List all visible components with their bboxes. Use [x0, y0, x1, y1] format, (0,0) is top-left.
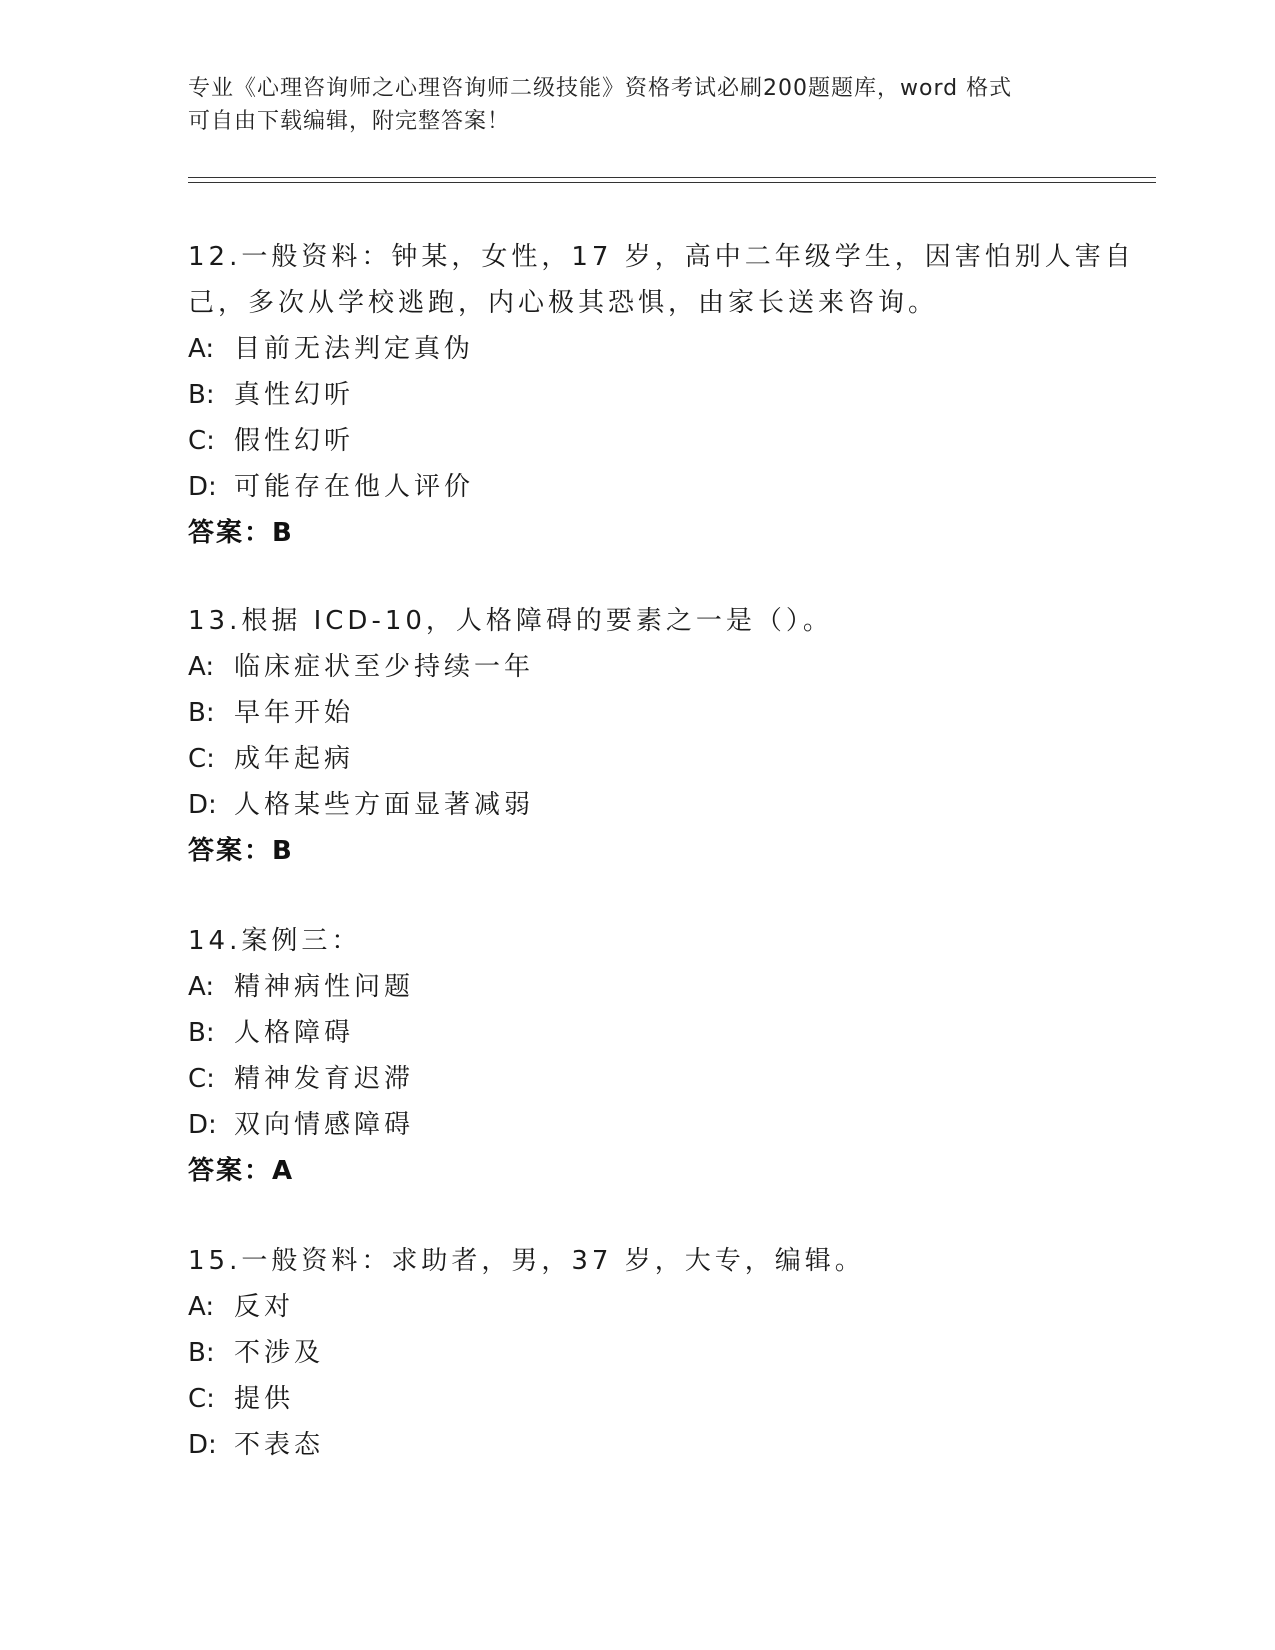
question-13: [188, 598, 1088, 874]
option-c: [188, 1376, 1088, 1422]
option-letter: A:: [188, 652, 215, 682]
question-14: [188, 918, 1088, 1194]
option-d: [188, 1422, 1088, 1468]
option-d: [188, 464, 1088, 510]
header-divider-top: [188, 177, 1156, 178]
option-letter: B:: [188, 698, 215, 728]
option-text: 不表态: [234, 1430, 325, 1460]
option-letter: C:: [188, 1064, 215, 1094]
option-letter: D:: [188, 1110, 217, 1140]
option-b: [188, 1010, 1088, 1056]
option-letter: A:: [188, 972, 215, 1002]
header-line-2: 可自由下载编辑，附完整答案！: [188, 109, 511, 134]
option-letter: C:: [188, 426, 215, 456]
question-stem: 13.根据 ICD-10，人格障碍的要素之一是（）。: [188, 606, 833, 636]
header-divider-bottom: [188, 182, 1156, 183]
option-text: 真性幻听: [234, 380, 355, 410]
question-12: [188, 234, 1135, 556]
option-letter: D:: [188, 790, 217, 820]
option-b: [188, 1330, 1088, 1376]
option-text: 早年开始: [234, 698, 355, 728]
option-a: [188, 964, 1088, 1010]
option-text: 不涉及: [234, 1338, 325, 1368]
question-stem: 15.一般资料：求助者，男，37 岁，大专，编辑。: [188, 1246, 865, 1276]
question-stem-line: 12.一般资料：钟某，女性，17 岁，高中二年级学生，因害怕别人害自: [188, 242, 1135, 272]
question-stem-line: 己，多次从学校逃跑，内心极其恐惧，由家长送来咨询。: [188, 288, 939, 318]
answer-line: 答案：A: [188, 1156, 295, 1186]
option-c: [188, 736, 1088, 782]
option-text: 精神发育迟滞: [234, 1064, 415, 1094]
option-text: 人格障碍: [234, 1018, 355, 1048]
question-stem: [188, 234, 1135, 326]
question-stem: 14.案例三：: [188, 926, 362, 956]
option-b: [188, 372, 1088, 418]
option-text: 成年起病: [234, 744, 355, 774]
option-text: 临床症状至少持续一年: [234, 652, 535, 682]
document-header: [188, 72, 1088, 138]
option-letter: B:: [188, 380, 215, 410]
header-line-1: 专业《心理咨询师之心理咨询师二级技能》资格考试必刷200题题库，word 格式: [188, 76, 1013, 101]
answer-line: 答案：B: [188, 518, 294, 548]
option-text: 可能存在他人评价: [234, 472, 475, 502]
option-a: [188, 326, 1088, 372]
option-letter: D:: [188, 472, 217, 502]
option-text: 假性幻听: [234, 426, 355, 456]
option-a: [188, 644, 1088, 690]
option-text: 双向情感障碍: [234, 1110, 415, 1140]
option-c: [188, 418, 1088, 464]
option-letter: C:: [188, 1384, 215, 1414]
option-letter: C:: [188, 744, 215, 774]
option-text: 精神病性问题: [234, 972, 415, 1002]
answer-line: 答案：B: [188, 836, 294, 866]
option-c: [188, 1056, 1088, 1102]
option-letter: D:: [188, 1430, 217, 1460]
option-text: 目前无法判定真伪: [234, 334, 475, 364]
option-d: [188, 1102, 1088, 1148]
option-text: 人格某些方面显著减弱: [234, 790, 535, 820]
option-text: 提供: [234, 1384, 295, 1414]
option-b: [188, 690, 1088, 736]
option-letter: A:: [188, 1292, 215, 1322]
option-letter: B:: [188, 1338, 215, 1368]
option-text: 反对: [234, 1292, 295, 1322]
option-letter: B:: [188, 1018, 215, 1048]
option-letter: A:: [188, 334, 215, 364]
question-15: [188, 1238, 1088, 1468]
option-a: [188, 1284, 1088, 1330]
option-d: [188, 782, 1088, 828]
